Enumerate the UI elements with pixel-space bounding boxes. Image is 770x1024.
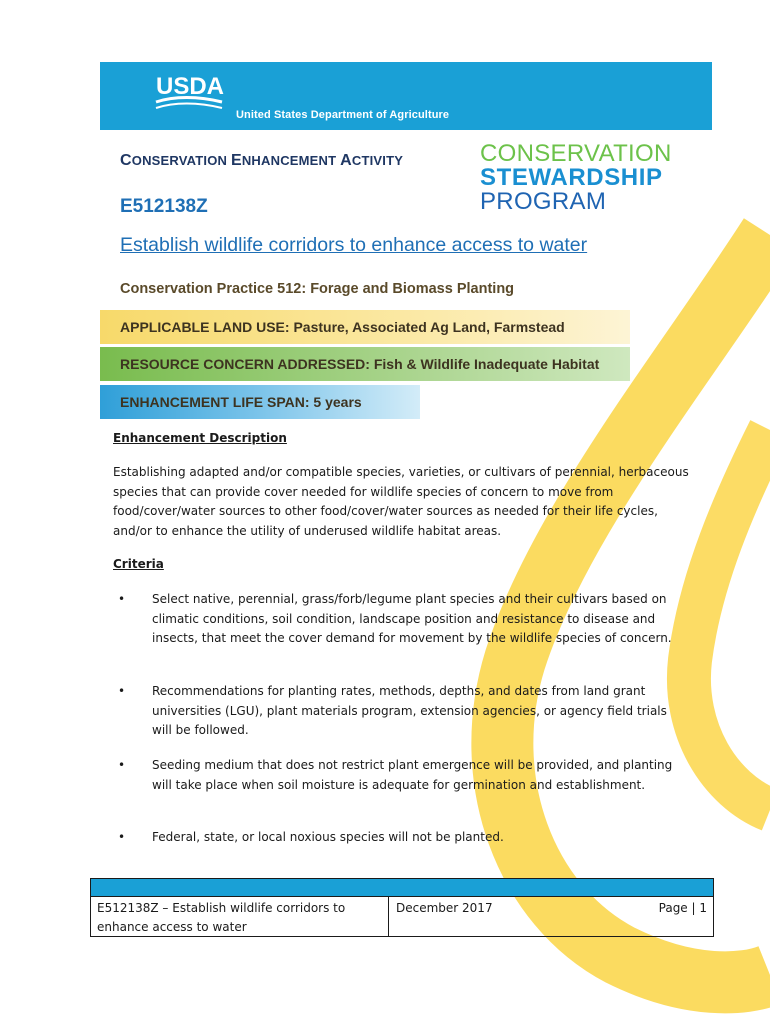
resource-concern-band: RESOURCE CONCERN ADDRESSED: Fish & Wildlife Inadequate Habitat [100, 347, 630, 381]
bullet-icon: • [118, 758, 126, 772]
page-title: Establish wildlife corridors to enhance access to water [120, 234, 588, 256]
criteria-text: Seeding medium that does not restrict plant emergence will be provided, and planting will take place when soil moisture is adequate for germination and establishment. [152, 758, 673, 792]
csp-line-2: STEWARDSHIP [480, 164, 663, 191]
life-span-band: ENHANCEMENT LIFE SPAN: 5 years [100, 385, 420, 419]
practice-name: Conservation Practice 512: Forage and Biomass Planting [120, 281, 515, 297]
csp-line-3: PROGRAM [480, 188, 607, 215]
description-text: Establishing adapted and/or compatible species, varieties, or cultivars of perennial, herbaceous species that can provide cover needed for wildlife species of concern to move from food/cover/water sources to other food/cover/water sources as needed for their life cycles, and/or to enhance the utility of underused wildlife habitat areas. [113, 465, 689, 538]
footer-doc-ref: E512138Z – Establish wildlife corridors to enhance access to water [97, 901, 346, 934]
footer-divider [388, 897, 389, 936]
activity-label: CONSERVATION ENHANCEMENT ACTIVITY [120, 152, 404, 169]
description-heading: Enhancement Description [113, 431, 287, 445]
footer-date: December 2017 [396, 901, 493, 915]
criteria-heading: Criteria [113, 557, 164, 571]
agency-name: United States Department of Agriculture [236, 109, 450, 121]
csp-logo [480, 142, 672, 214]
bullet-icon: • [118, 592, 126, 606]
bullet-icon: • [118, 830, 126, 844]
footer-bar [90, 878, 714, 897]
usda-banner [100, 62, 712, 130]
bullet-icon: • [118, 684, 126, 698]
page-number: Page | 1 [658, 901, 707, 915]
usda-logo-icon [154, 70, 224, 110]
enhancement-code: E512138Z [120, 196, 208, 217]
land-use-band: APPLICABLE LAND USE: Pasture, Associated Ag Land, Farmstead [100, 310, 630, 344]
criteria-text: Select native, perennial, grass/forb/legume plant species and their cultivars based on climatic conditions, soil condition, landscape position and resistance to disease and insects, that meet the cover demand for movement by the wildlife species of concern. [152, 592, 672, 645]
csp-line-1: CONSERVATION [480, 140, 672, 167]
svg-text:USDA: USDA [156, 73, 224, 100]
criteria-text: Federal, state, or local noxious species will not be planted. [152, 830, 504, 844]
criteria-text: Recommendations for planting rates, methods, depths, and dates from land grant universities (LGU), plant materials program, extension agencies, or agency field trials will be followed. [152, 684, 667, 737]
footer [90, 897, 714, 937]
